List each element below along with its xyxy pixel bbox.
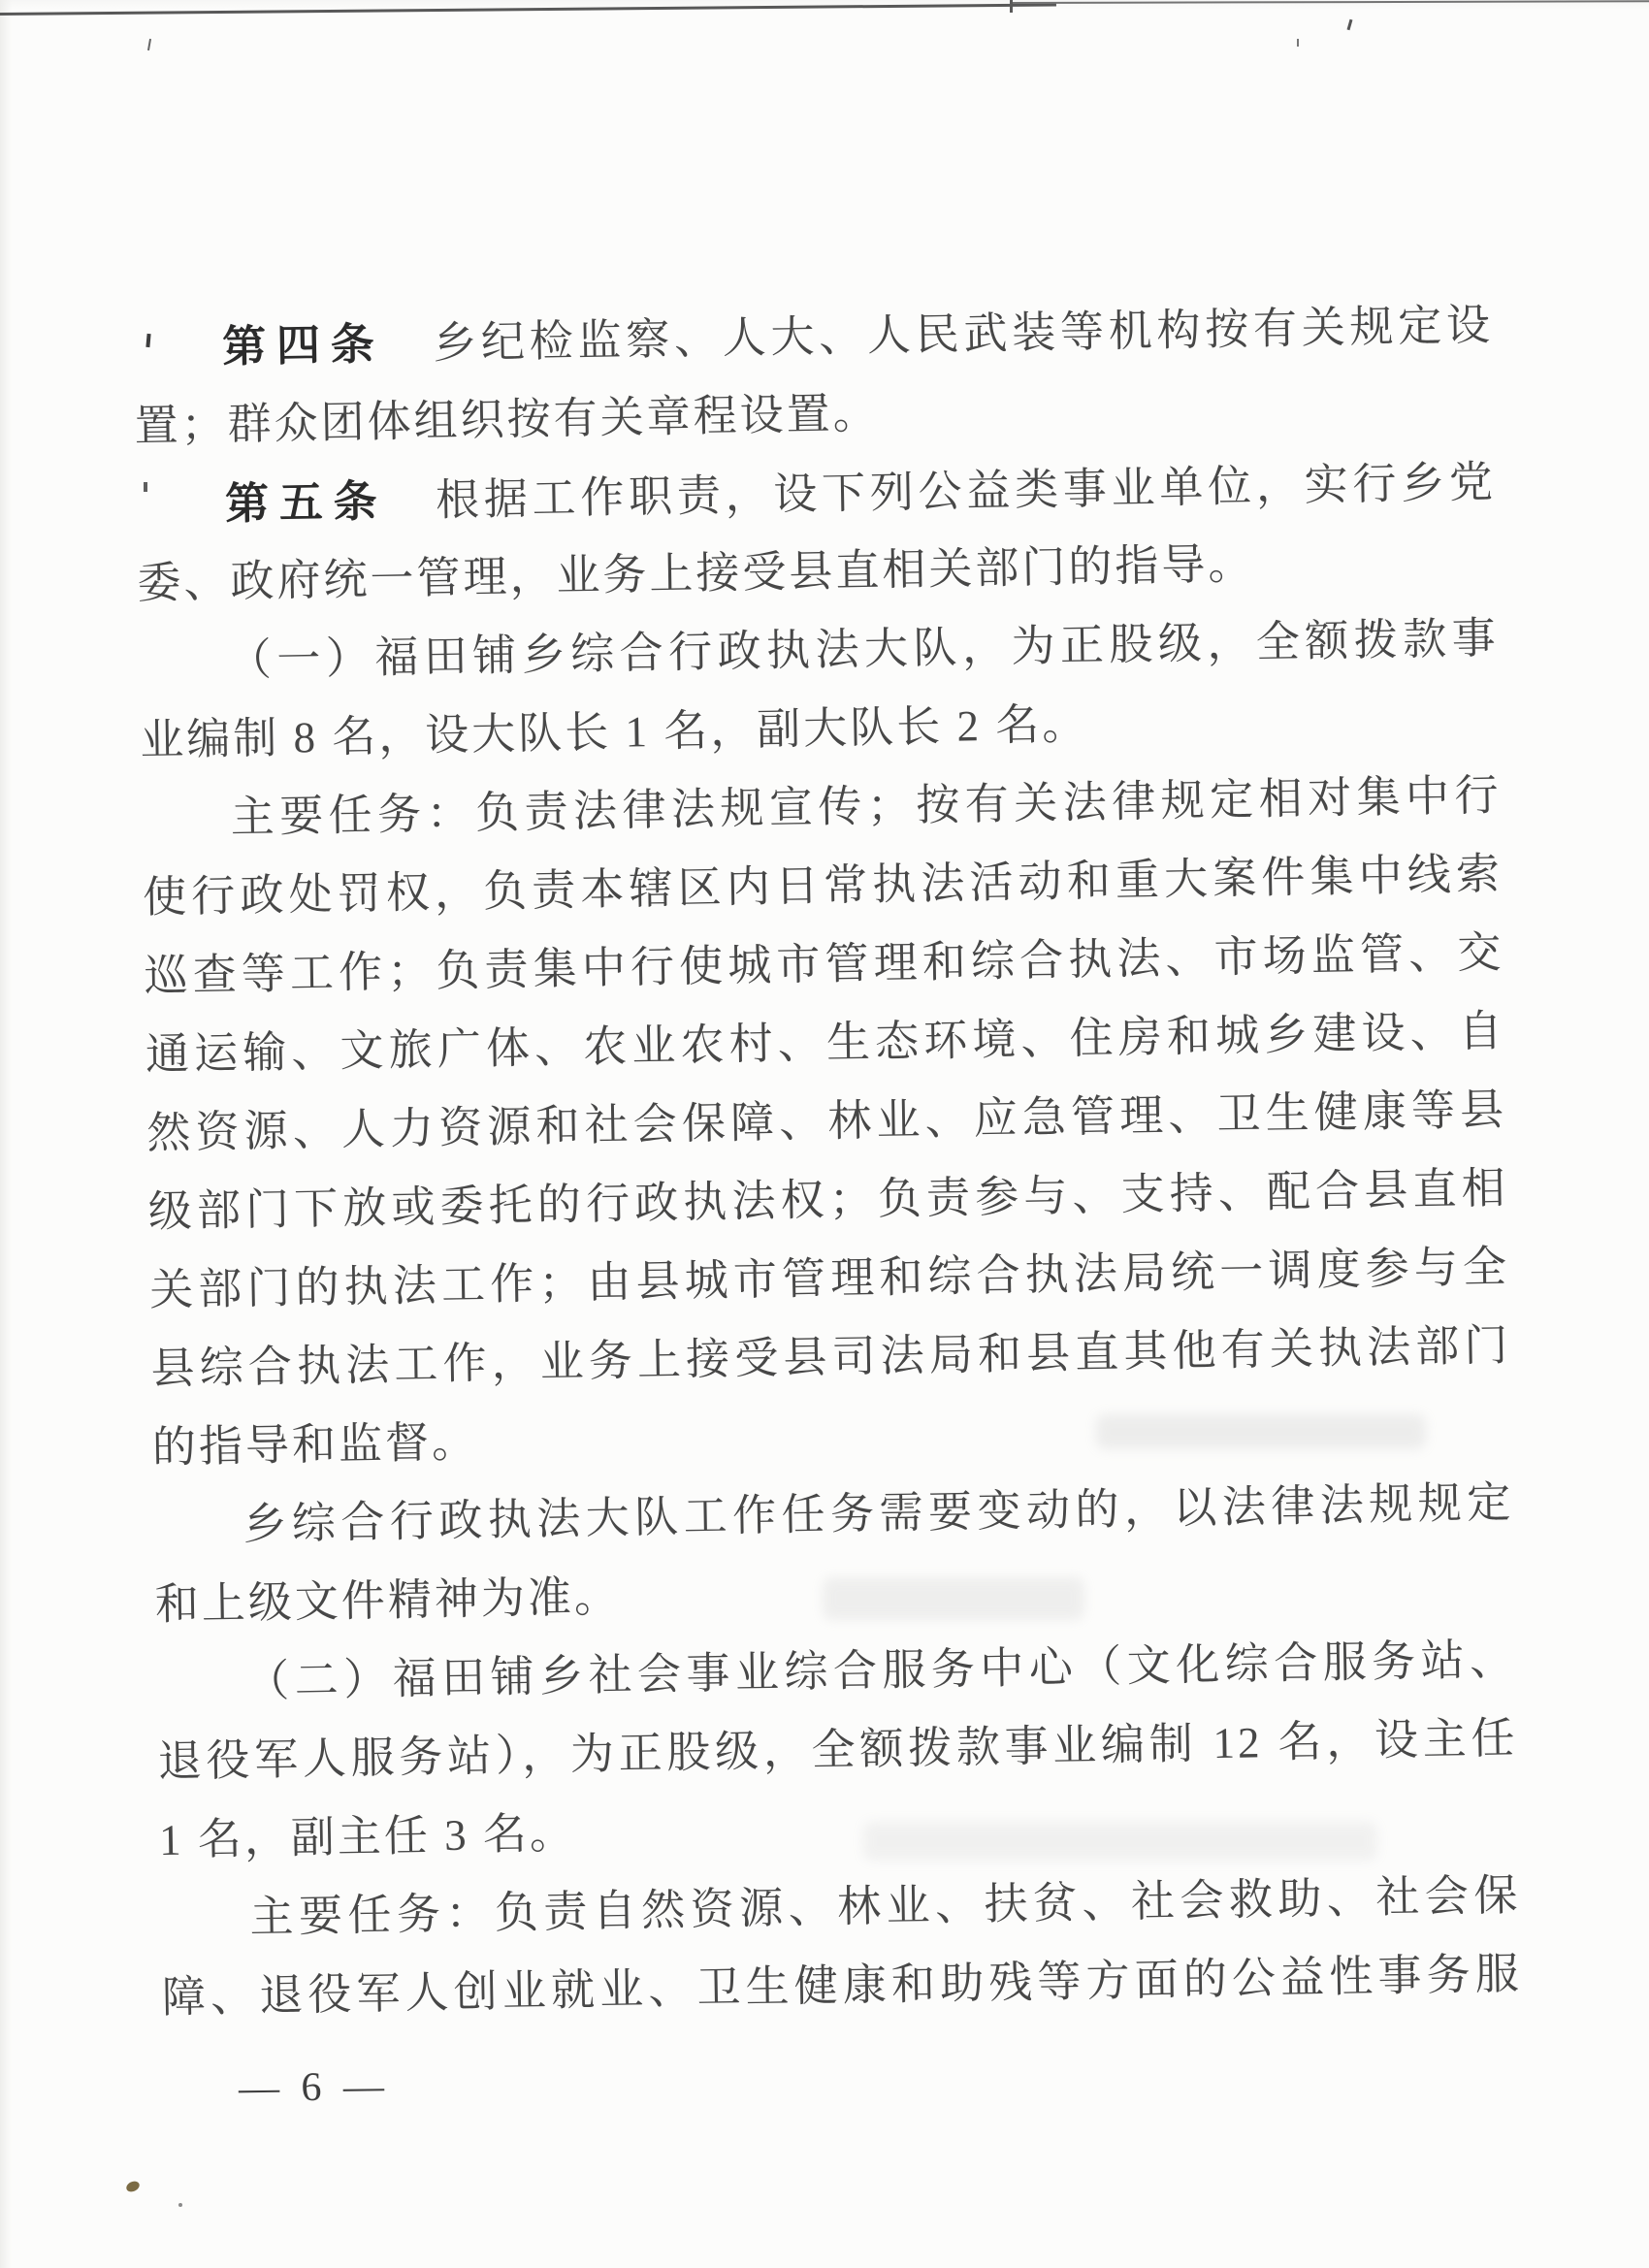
scan-speck xyxy=(1297,39,1299,47)
line-text: 1 名，副主任 3 名。 xyxy=(158,1808,577,1865)
line-text: 然资源、人力资源和社会保障、林业、应急管理、卫生健康等县 xyxy=(146,1085,1507,1158)
line-text: 主要任务：负责法律法规宣传；按有关法律规定相对集中行 xyxy=(230,770,1502,842)
line-text: 乡纪检监察、人大、人民武装等机构按有关规定设 xyxy=(384,300,1494,369)
line-text: 障、退役军人创业就业、卫生健康和助残等方面的公益性事务服 xyxy=(161,1949,1523,2023)
line-text: 的指导和监督。 xyxy=(151,1417,479,1473)
line-text: 关部门的执法工作；由县城市管理和综合执法局统一调度参与全 xyxy=(148,1242,1510,1315)
line-text: 置；群众团体组织按有关章程设置。 xyxy=(134,388,881,451)
line-text: 县综合执法工作，业务上接受县司法局和县直其他有关执法部门 xyxy=(150,1320,1511,1394)
scan-speck xyxy=(178,2203,182,2207)
line-text: 主要任务：负责自然资源、林业、扶贫、社会救助、社会保 xyxy=(249,1870,1521,1942)
scan-speck xyxy=(1347,19,1353,30)
line-text: 乡综合行政执法大队工作任务需要变动的，以法律法规规定 xyxy=(242,1477,1514,1549)
scan-top-edge-line xyxy=(1011,0,1649,4)
scan-top-edge-line xyxy=(0,3,1056,16)
line-text: （二）福田铺乡社会事业综合服务中心（文化综合服务站、 xyxy=(244,1635,1517,1706)
line-text: 巡查等工作；负责集中行使城市管理和综合执法、市场监管、交 xyxy=(144,927,1504,1001)
line-text: 委、政府统一管理，业务上接受县直相关部门的指导。 xyxy=(137,539,1255,608)
scan-speck xyxy=(125,2180,142,2194)
line-text: 和上级文件精神为准。 xyxy=(154,1571,622,1630)
line-text: （一）福田铺乡综合行政执法大队，为正股级，全额拨款事 xyxy=(227,613,1500,685)
article-number: 第四条 xyxy=(221,318,385,372)
line-text: 级部门下放或委托的行政执法权；负责参与、支持、配合县直相 xyxy=(147,1163,1509,1237)
scan-speck xyxy=(147,39,151,50)
line-text: 通运输、文旅广体、农业农村、生态环境、住房和城乡建设、自 xyxy=(145,1006,1506,1080)
line-text: 根据工作职责，设下列公益类事业单位，实行乡党 xyxy=(386,457,1497,526)
line-text: 业编制 8 名，设大队长 1 名，副大队长 2 名。 xyxy=(139,699,1089,765)
line-text: 使行政处罚权，负责本辖区内日常执法活动和重大案件集中线索 xyxy=(142,849,1504,923)
article-number: 第五条 xyxy=(224,475,388,529)
document-body xyxy=(133,285,1523,2037)
page-number: — 6 — xyxy=(238,2063,391,2112)
scan-edge-notch xyxy=(1010,0,1013,13)
line-text: 退役军人服务站），为正股级，全额拨款事业编制 12 名，设主任 xyxy=(157,1713,1518,1787)
